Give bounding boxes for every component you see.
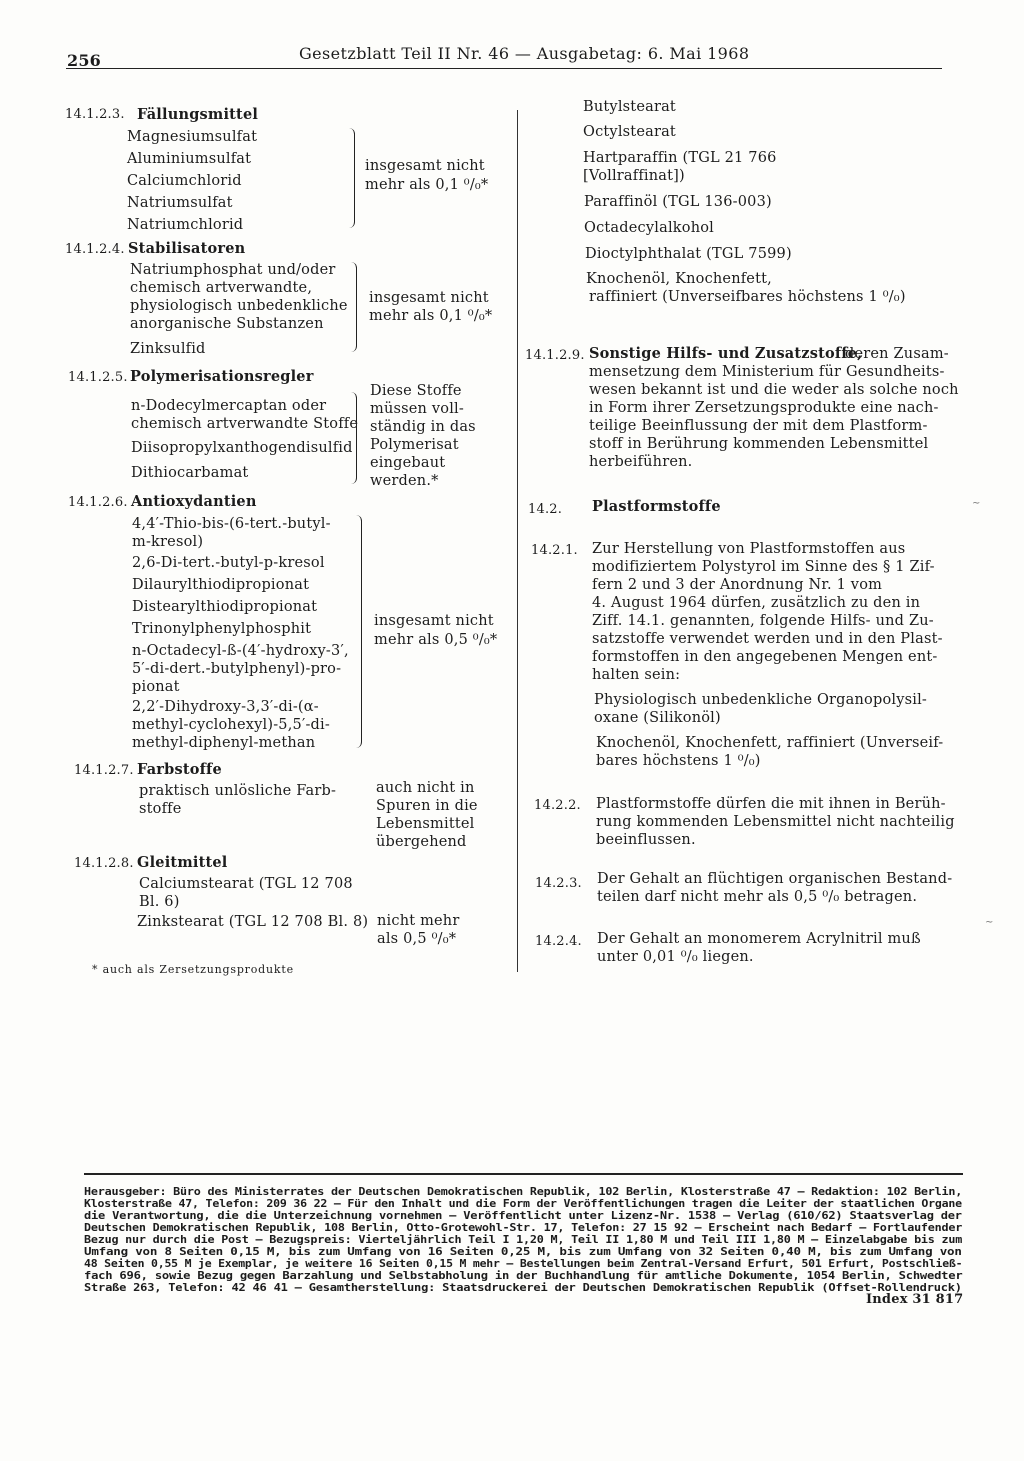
section-title: Farbstoffe <box>137 761 222 778</box>
list-item: 2,2′-Dihydroxy-3,3′-di-(α- <box>132 699 319 715</box>
group-brace <box>350 392 357 484</box>
paragraph-line: Plastformstoffe dürfen die mit ihnen in Berüh- <box>596 796 946 812</box>
list-item: Natriumchlorid <box>127 217 244 233</box>
paragraph-line: Der Gehalt an monomerem Acrylnitril muß <box>597 931 921 947</box>
limit-note: Lebensmittel <box>376 816 475 832</box>
limit-note: mehr als 0,1 ⁰/₀* <box>369 308 493 324</box>
section-title: Plastformstoffe <box>592 498 721 515</box>
list-item: Paraffinöl (TGL 136-003) <box>584 194 772 210</box>
section-title: Sonstige Hilfs- und Zusatzstoffe, <box>589 345 863 362</box>
paragraph-line: unter 0,01 ⁰/₀ liegen. <box>597 949 754 965</box>
list-item: praktisch unlösliche Farb- <box>139 783 337 799</box>
imprint-line: Herausgeber: Büro des Ministerrates der Deutschen Demokratischen Republik, 102 Berlin, Klosterstraße 47 – Redaktion: 102 Berlin, <box>84 1185 963 1198</box>
section-number: 14.1.2.8. <box>74 856 134 871</box>
list-item: anorganische Substanzen <box>130 316 324 332</box>
limit-note: insgesamt nicht <box>365 158 485 174</box>
paragraph-line: beeinflussen. <box>596 832 696 848</box>
limit-note: insgesamt nicht <box>374 613 494 629</box>
footnote: * auch als Zersetzungsprodukte <box>92 963 294 976</box>
list-item: Knochenöl, Knochenfett, raffiniert (Unverseif- <box>596 735 944 751</box>
group-brace <box>350 262 357 352</box>
scan-mark: ∼ <box>985 917 994 928</box>
list-item: pionat <box>132 679 180 695</box>
imprint-line: Bezug nur durch die Post – Bezugspreis: Vierteljährlich Teil I 1,20 M, Teil II 1,80 M und Teil III 1,80 M – Einzelabgabe bis zum <box>84 1233 963 1246</box>
paragraph-line: wesen bekannt ist und die weder als solche noch <box>589 382 959 398</box>
section-title: Polymerisationsregler <box>130 368 314 385</box>
list-item: Diisopropylxanthogendisulfid <box>131 440 353 456</box>
list-item: chemisch artverwandte Stoffe <box>131 416 359 432</box>
list-item: [Vollraffinat]) <box>583 168 685 184</box>
section-number: 14.1.2.7. <box>74 763 134 778</box>
list-item: Dilaurylthiodipropionat <box>132 577 310 593</box>
limit-note: werden.* <box>370 473 439 489</box>
limit-note: eingebaut <box>370 455 446 471</box>
paragraph-line: satzstoffe verwendet werden und in den Plast- <box>592 631 943 647</box>
limit-note: insgesamt nicht <box>369 290 489 306</box>
limit-note: mehr als 0,5 ⁰/₀* <box>374 632 498 648</box>
list-item: Natriumsulfat <box>127 195 233 211</box>
section-title: Antioxydantien <box>131 493 257 510</box>
group-brace <box>348 128 355 228</box>
imprint-line: 48 Seiten 0,55 M je Exemplar, je weitere 16 Seiten 0,15 M mehr – Bestellungen beim Zentral-Versand Erfurt, 501 Erfurt, Postschließ- <box>84 1257 963 1270</box>
paragraph-line: herbeiführen. <box>589 454 693 470</box>
list-item: physiologisch unbedenkliche <box>130 298 348 314</box>
list-item: m-kresol) <box>132 534 204 550</box>
list-item: raffiniert (Unverseifbares höchstens 1 ⁰/₀) <box>589 289 906 305</box>
list-item: Zinkstearat (TGL 12 708 Bl. 8) <box>137 914 369 930</box>
list-item: Dioctylphthalat (TGL 7599) <box>585 246 792 262</box>
list-item: n-Octadecyl-ß-(4′-hydroxy-3′, <box>132 643 349 659</box>
section-number: 14.1.2.3. <box>65 107 125 122</box>
imprint-line: Klosterstraße 47, Telefon: 209 36 22 – Für den Inhalt und die Form der Veröffentlichungen tragen die Leiter der staatlichen Organe <box>84 1197 962 1210</box>
group-brace <box>355 515 362 748</box>
paragraph-line: Der Gehalt an flüchtigen organischen Bestand- <box>597 871 953 887</box>
paragraph-line: teilen darf nicht mehr als 0,5 ⁰/₀ betragen. <box>597 889 918 905</box>
section-number: 14.1.2.5. <box>68 370 128 385</box>
limit-note: nicht mehr <box>377 913 460 929</box>
list-item: stoffe <box>139 801 182 817</box>
list-item: Physiologisch unbedenkliche Organopolysil- <box>594 692 928 708</box>
imprint-line: die Verantwortung, die die Unterzeichnung vornehmen – Veröffentlicht unter Lizenz-Nr. 1538 – Verlag (610/62) Staatsverlag der <box>84 1209 962 1222</box>
list-item: Butylstearat <box>583 99 676 115</box>
scan-mark: ∼ <box>972 498 981 509</box>
list-item: 5′-di-dert.-butylphenyl)-pro- <box>132 661 342 677</box>
column-divider <box>517 110 518 972</box>
list-item: Calciumstearat (TGL 12 708 <box>139 876 353 892</box>
paragraph-line: Zur Herstellung von Plastformstoffen aus <box>592 541 906 557</box>
imprint-line: Straße 263, Telefon: 42 46 41 – Gesamtherstellung: Staatsdruckerei der Deutschen Demokratischen Republik (Offset-Rollendruck) <box>84 1281 962 1294</box>
list-item: Aluminiumsulfat <box>127 151 252 167</box>
limit-note: mehr als 0,1 ⁰/₀* <box>365 177 489 193</box>
list-item: Calciumchlorid <box>127 173 242 189</box>
section-title: Gleitmittel <box>137 854 228 871</box>
list-item: Octadecylalkohol <box>584 220 714 236</box>
list-item: 4,4′-Thio-bis-(6-tert.-butyl- <box>132 516 331 532</box>
limit-note: ständig in das <box>370 419 476 435</box>
list-item: n-Dodecylmercaptan oder <box>131 398 327 414</box>
list-item: bares höchstens 1 ⁰/₀) <box>596 753 761 769</box>
paragraph-line: rung kommenden Lebensmittel nicht nachteilig <box>596 814 955 830</box>
list-item: Natriumphosphat und/oder <box>130 262 336 278</box>
list-item: Octylstearat <box>583 124 676 140</box>
limit-note: Spuren in die <box>376 798 478 814</box>
imprint-line: Umfang von 8 Seiten 0,15 M, bis zum Umfang von 16 Seiten 0,25 M, bis zum Umfang von 32 Seiten 0,40 M, bis zum Umfang von <box>84 1245 962 1258</box>
section-number: 14.1.2.6. <box>68 495 128 510</box>
running-header: Gesetzblatt Teil II Nr. 46 — Ausgabetag: 6. Mai 1968 <box>299 44 750 63</box>
section-number: 14.1.2.4. <box>65 242 125 257</box>
list-item: Distearylthiodipropionat <box>132 599 318 615</box>
list-item: Trinonylphenylphosphit <box>132 621 312 637</box>
index-number: Index 31 817 <box>866 1292 964 1307</box>
limit-note: Polymerisat <box>370 437 459 453</box>
limit-note: auch nicht in <box>376 780 475 796</box>
limit-note: Diese Stoffe <box>370 383 462 399</box>
paragraph-line: stoff in Berührung kommenden Lebensmittel <box>589 436 929 452</box>
paragraph-line: 4. August 1964 dürfen, zusätzlich zu den in <box>592 595 921 611</box>
list-item: Knochenöl, Knochenfett, <box>586 271 772 287</box>
list-item: methyl-cyclohexyl)-5,5′-di- <box>132 717 330 733</box>
section-number: 14.1.2.9. <box>525 348 585 363</box>
limit-note: übergehend <box>376 834 467 850</box>
section-number: 14.2.3. <box>535 876 582 891</box>
section-title: Stabilisatoren <box>128 240 246 257</box>
paragraph-line: modifiziertem Polystyrol im Sinne des § 1 Zif- <box>592 559 935 575</box>
paragraph-line: teilige Beeinflussung der mit dem Plastform- <box>589 418 928 434</box>
list-item: 2,6-Di-tert.-butyl-p-kresol <box>132 555 325 571</box>
limit-note: als 0,5 ⁰/₀* <box>377 931 457 947</box>
paragraph-line: halten sein: <box>592 667 681 683</box>
list-item: chemisch artverwandte, <box>130 280 313 296</box>
section-number: 14.2.4. <box>535 934 582 949</box>
paragraph-line: fern 2 und 3 der Anordnung Nr. 1 vom <box>592 577 883 593</box>
section-title: Fällungsmittel <box>137 106 259 123</box>
list-item: Dithiocarbamat <box>131 465 249 481</box>
list-item: oxane (Silikonöl) <box>594 710 721 726</box>
paragraph-line: formstoffen in den angegebenen Mengen ent- <box>592 649 938 665</box>
imprint-rule <box>84 1173 963 1175</box>
list-item: methyl-diphenyl-methan <box>132 735 316 751</box>
list-item: Zinksulfid <box>130 341 206 357</box>
list-item: Magnesiumsulfat <box>127 129 258 145</box>
paragraph-line: Ziff. 14.1. genannten, folgende Hilfs- und Zu- <box>592 613 934 629</box>
paragraph-line: deren Zusam- <box>845 346 949 362</box>
section-number: 14.2.1. <box>531 543 578 558</box>
paragraph-line: mensetzung dem Ministerium für Gesundheits- <box>589 364 945 380</box>
page-number: 256 <box>67 51 101 70</box>
list-item: Hartparaffin (TGL 21 766 <box>583 150 777 166</box>
header-rule <box>66 68 942 69</box>
section-number: 14.2. <box>528 502 563 517</box>
limit-note: müssen voll- <box>370 401 464 417</box>
paragraph-line: in Form ihrer Zersetzungsprodukte eine nach- <box>589 400 939 416</box>
section-number: 14.2.2. <box>534 798 581 813</box>
list-item: Bl. 6) <box>139 894 180 910</box>
imprint-line: Deutschen Demokratischen Republik, 108 Berlin, Otto-Grotewohl-Str. 17, Telefon: 27 15 92 – Erscheint nach Bedarf – Fortlaufender <box>84 1221 963 1234</box>
imprint-line: fach 696, sowie Bezug gegen Barzahlung und Selbstabholung in der Buchhandlung für amtliche Dokumente, 1054 Berlin, Schwedter <box>84 1269 963 1282</box>
